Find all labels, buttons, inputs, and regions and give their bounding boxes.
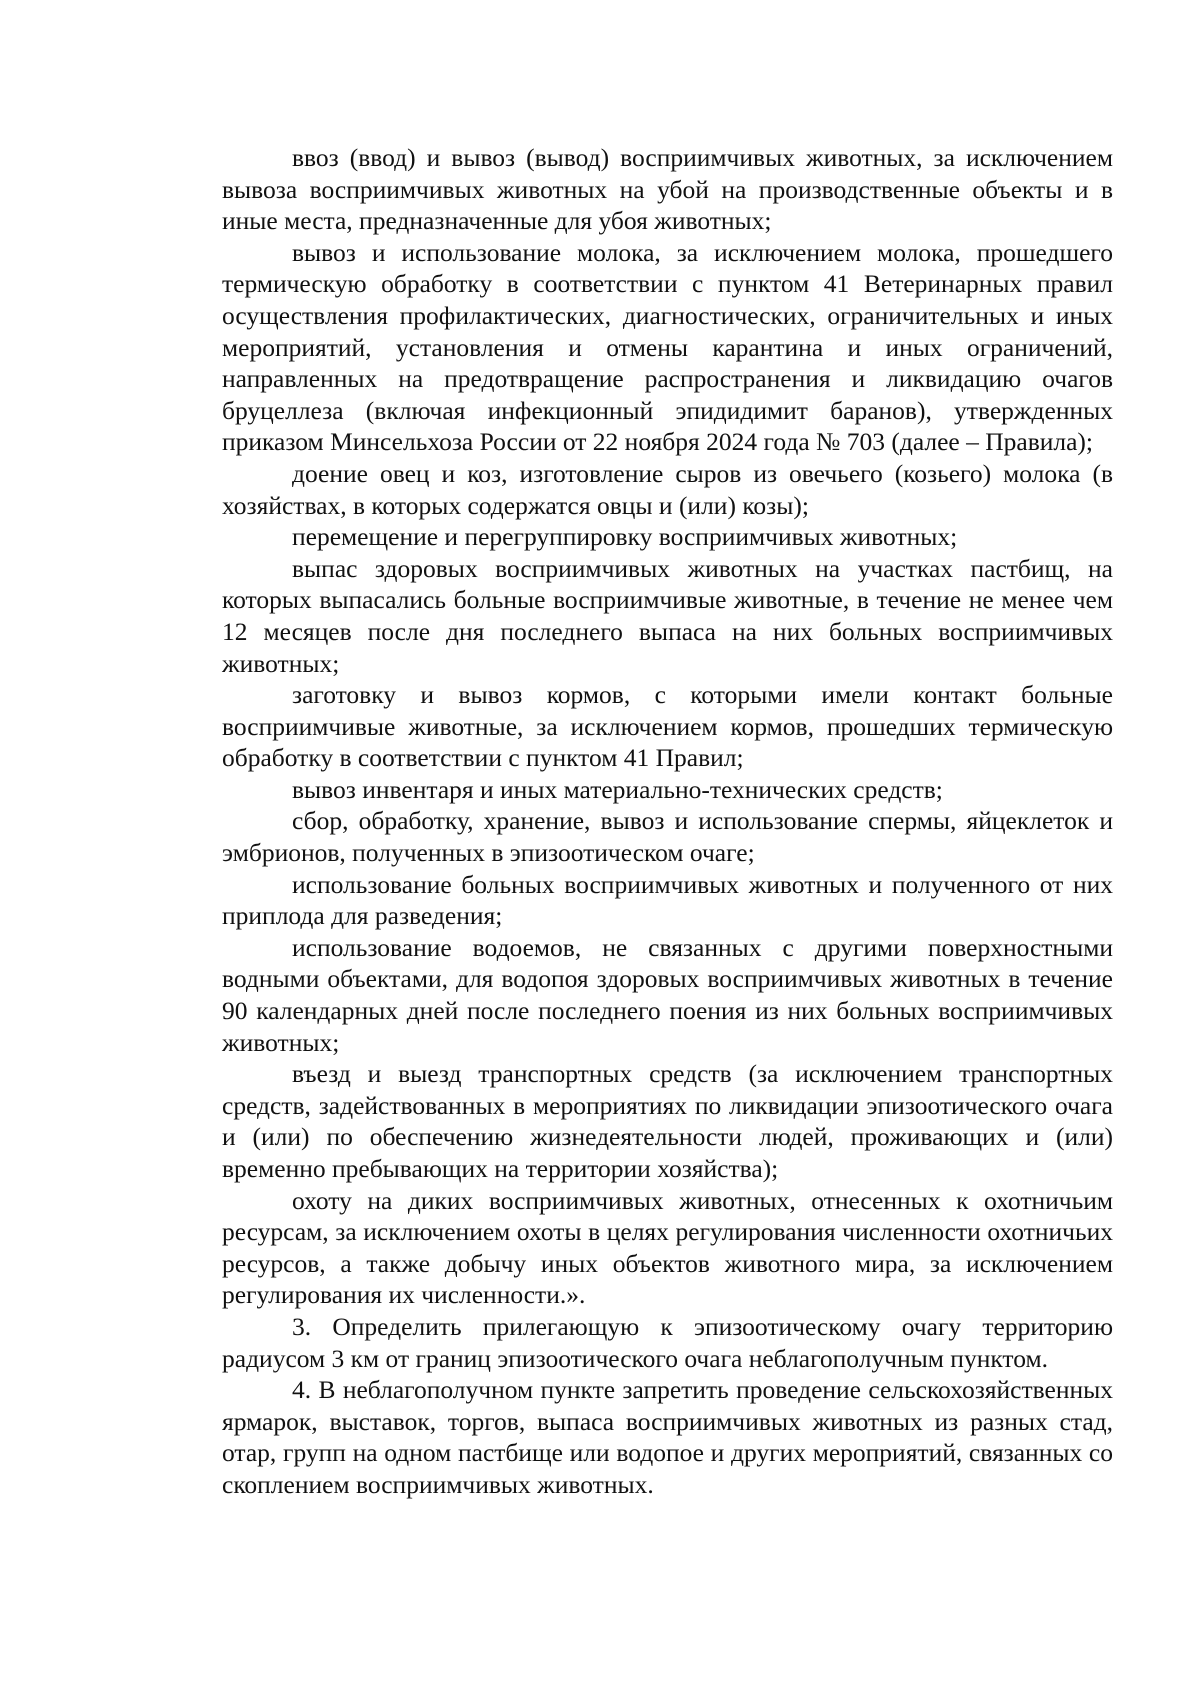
document-body (222, 142, 1113, 1501)
paragraph-item-4: 4. В неблагополучном пункте запретить проведение сельскохозяйственных ярмарок, выставок, торгов, выпаса восприимчивых животных из разных стад, отар, групп на одном пастбище или водопое и других мероприятий, связанных со скоплением восприимчивых животных. (222, 1375, 1113, 1499)
paragraph-breeding: использование больных восприимчивых животных и полученного от них приплода для разведения; (222, 869, 1113, 931)
paragraph-feed: заготовку и вывоз кормов, с которыми имели контакт больные восприимчивые животные, за исключением кормов, прошедших термическую обработку в соответствии с пунктом 41 Правил; (222, 680, 1113, 773)
paragraph-vehicles: въезд и выезд транспортных средств (за исключением транспортных средств, задействованных в мероприятиях по ликвидации эпизоотического очага и (или) по обеспечению жизнедеятельности людей, проживающих и (или) временно пребывающих на территории хозяйства); (222, 1059, 1113, 1183)
paragraph-import-export: ввоз (ввод) и вывоз (вывод) восприимчивых животных, за исключением вывоза восприимчивых животных на убой на производственные объекты и в иные места, предназначенные для убоя животных; (222, 143, 1113, 236)
paragraph-milk: вывоз и использование молока, за исключением молока, прошедшего термическую обработку в соответствии с пунктом 41 Ветеринарных правил осуществления профилактических, диагностических, ограничительных и иных мероприятий, установления и отмены карантина и иных ограничений, направленных на предотвращение распространения и ликвидацию очагов бруцеллеза (включая инфекционный эпидидимит баранов), утвержденных приказом Минсельхоза России от 22 ноября 2024 года № 703 (далее – Правила); (222, 237, 1113, 457)
paragraph-item-3: 3. Определить прилегающую к эпизоотическому очагу территорию радиусом 3 км от границ эпизоотического очага неблагополучным пунктом. (222, 1311, 1113, 1373)
paragraph-inventory: вывоз инвентаря и иных материально-технических средств; (292, 774, 943, 804)
paragraph-water: использование водоемов, не связанных с другими поверхностными водными объектами, для водопоя здоровых восприимчивых животных в течение 90 календарных дней после последнего поения из них больных восприимчивых животных; (222, 932, 1113, 1057)
paragraph-sperm: сбор, обработку, хранение, вывоз и использование спермы, яйцеклеток и эмбрионов, полученных в эпизоотическом очаге; (222, 806, 1113, 868)
paragraph-regrouping: перемещение и перегруппировку восприимчивых животных; (292, 522, 958, 552)
paragraph-hunting: охоту на диких восприимчивых животных, отнесенных к охотничьим ресурсам, за исключением охоты в целях регулирования численности охотничьих ресурсов, а также добычу иных объектов животного мира, за исключением регулирования их численности.». (222, 1185, 1113, 1310)
paragraph-grazing: выпас здоровых восприимчивых животных на участках пастбищ, на которых выпасались больные восприимчивые животные, в течение не менее чем 12 месяцев после дня последнего выпаса на них больных восприимчивых животных; (222, 553, 1113, 678)
paragraph-milking: доение овец и коз, изготовление сыров из овечьего (козьего) молока (в хозяйствах, в которых содержатся овцы и (или) козы); (222, 458, 1113, 520)
